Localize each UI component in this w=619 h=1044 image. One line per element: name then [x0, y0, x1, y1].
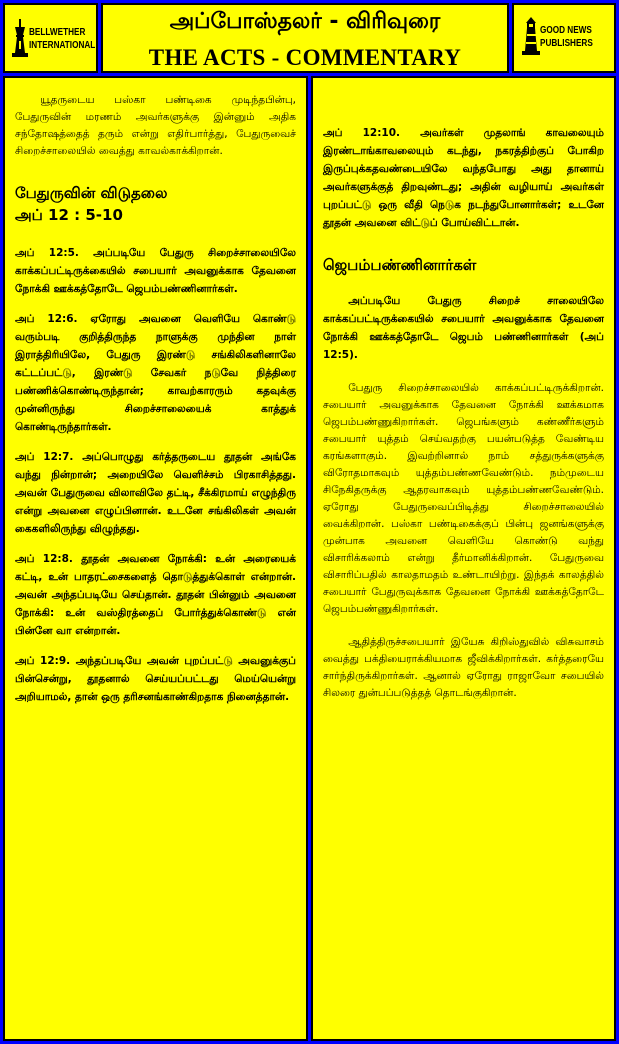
left-column [3, 76, 308, 1041]
verse-12-7: அப் 12:7. அப்பொழுது கர்த்தருடைய தூதன் அங்கே வந்து நின்றான்; அறையிலே வெளிச்சம் பிரகாசித்தது. அவன் பேதுருவை விலாவிலே தட்டி, சீக்கிரமாய் எழுந்திரு என்று அவனை எழுப்பினான். உடனே சங்கிலிகள் அவன் கைகளிலிருந்து விழுந்தது. [15, 451, 296, 535]
title-tamil: அப்போஸ்தலர் - விரிவுரை [169, 9, 441, 34]
right-column [311, 76, 616, 1041]
title-banner [101, 3, 509, 73]
verse-12-5: அப் 12:5. அப்படியே பேதுரு சிறைச்சாலையிலே காக்கப்பட்டிருக்கையில் சபையார் அவனுக்காக தேவனை நோக்கி ஊக்கத்தோடே ஜெபம்பண்ணினார்கள். [15, 247, 296, 295]
title-english: THE ACTS - COMMENTARY [148, 45, 462, 70]
commentary-paragraph-1: பேதுரு சிறைச்சாலையில் காக்கப்பட்டிருக்கிறான். சபையார் அவனுக்காக தேவனை நோக்கி ஊக்கமாக ஜெபம்பண்ணுகிறார்கள். ஜெபங்களும் கண்ணீர்களும் சபையார் யுத்தம் செய்வதற்கு பயன்படுத்த வேண்டிய கரங்களாகும். இவற்றினால் நாம் சத்துருக்களுக்கு விரோதமாகவும் யுத்தம்பண்ணவேண்டும். நம்முடைய சிநேகிதருக்கு ஆதரவாகவும் யுத்தம்பண்ணவேண்டும். ஏரோது பேதுருவைப்பிடித்து சிறைச்சாலையில் வைக்கிறான். பஸ்கா பண்டிகைக்குப் பின்பு ஜனங்களுக்கு முன்பாக அவனை வெளியே கொண்டு வந்து விசாரிக்கலாம் என்று தீர்மானிக்கிறான். பேதுருவை விசாரிப்பதில் காலதாமதம் உண்டாயிற்று. இந்தக் காலத்தில் சபையார் பேதுருவுக்காக தேவனை நோக்கி ஊக்கத்தோடே ஜெபம்பண்ணுகிறார்கள். [323, 382, 604, 615]
bellwether-tower-icon [11, 19, 29, 59]
verse-12-10: அப் 12:10. அவர்கள் முதலாங் காவலையும் இரண்டாங்காவலையும் கடந்து, நகரத்திற்குப் போகிற இருப்புக்கதவண்டையிலே வந்தபோது அது தானாய் அவர்களுக்குத் திறவுண்டது; அதின் வழியாய் அவர்கள் புறப்பட்டு ஒரு வீதி நெடுக நடந்துபோனார்கள்; உடனே தூதன் அவனை விட்டுப் போய்விட்டான். [323, 127, 604, 229]
logo-right-line2: PUBLISHERS [540, 37, 593, 49]
bellwether-logo [3, 3, 98, 73]
intro-paragraph: யூதருடைய பஸ்கா பண்டிகை முடிந்தபின்பு, பேதுருவின் மரணம் அவர்களுக்கு இன்னும் அதிக சந்தோஷத்தைத் தரும் என்று எதிர்பார்த்து, பேதுருவைச் சிறைச்சாலையில் வைத்து காவல்காக்கிறான். [15, 94, 296, 157]
verse-12-8: அப் 12:8. தூதன் அவனை நோக்கி: உன் அரையைக் கட்டி, உன் பாதரட்சைகளைத் தொடுத்துக்கொள் என்றான். அவன் அந்தப்படியே செய்தான். தூதன் பின்னும் அவனை நோக்கி: உன் வஸ்திரத்தைப் போர்த்துக்கொண்டு என் பின்னே வா என்றான். [15, 553, 296, 637]
summary-paragraph: அப்படியே பேதுரு சிறைச் சாலையிலே காக்கப்பட்டிருக்கையில் சபையார் அவனுக்காக தேவனை நோக்கி ஊக்கத்தோடே ஜெபம் பண்ணினார்கள் (அப் 12:5). [323, 295, 604, 361]
good-news-publishers-logo [512, 3, 616, 73]
verse-12-9: அப் 12:9. அந்தப்படியே அவன் புறப்பட்டு அவனுக்குப் பின்சென்று, தூதனால் செய்யப்பட்டது மெய்யென்று அறியாமல், தான் ஒரு தரிசனங்காண்கிறதாக நினைத்தான். [15, 655, 296, 703]
section-reference: அப் 12 : 5-10 [15, 206, 123, 224]
logo-left-line2: INTERNATIONAL [29, 39, 96, 51]
section-heading-prayer: ஜெபம்பண்ணினார்கள் [323, 256, 477, 274]
lighthouse-icon [522, 17, 540, 57]
logo-left-line1: BELLWETHER [29, 26, 86, 38]
logo-right-line1: GOOD NEWS [540, 24, 592, 36]
verse-12-6: அப் 12:6. ஏரோது அவனை வெளியே கொண்டு வரும்படி குறித்திருந்த நாளுக்கு முந்தின நாள் இராத்திரியிலே, பேதுரு இரண்டு சங்கிலிகளினாலே கட்டப்பட்டு, இரண்டு சேவகர் நடுவே நித்திரை பண்ணிக்கொண்டிருந்தான்; காவற்காரரும் கதவுக்கு முன்னிருந்து சிறைச்சாலையைக் காத்துக் கொண்டிருந்தார்கள். [15, 313, 296, 433]
section-heading: பேதுருவின் விடுதலை [15, 184, 168, 202]
commentary-paragraph-2: ஆதித்திருச்சபையார் இயேசு கிறிஸ்துவில் விசுவாசம் வைத்து பக்தியைராக்கியமாக ஜீவிக்கிறார்கள். கர்த்தரையே சார்ந்திருக்கிறார்கள். ஆனால் ஏரோது ராஜாவோ சபையில் சிலரை துன்பப்படுத்தத் தொடங்குகிறான். [323, 636, 604, 699]
